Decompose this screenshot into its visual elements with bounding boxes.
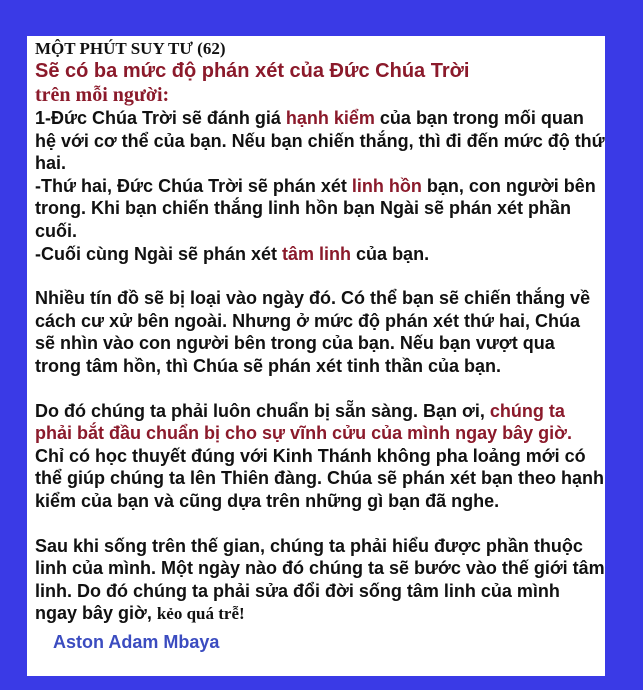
title-line-2: trên mỗi người: — [35, 84, 170, 106]
paragraph-text: của bạn. — [351, 243, 430, 264]
paragraph-text: của bạn trong mối quan hệ với cơ thể của bạn. Nếu bạn chiến thắng, thì đi đến mức độ thứ hai. — [35, 108, 605, 174]
paragraph-text: Do đó chúng ta phải luôn chuẩn bị sẵn sàng. Bạn ơi, — [35, 400, 490, 421]
author-signature: Aston Adam Mbaya — [53, 631, 220, 652]
paragraph-text: Sau khi sống trên thế gian, chúng ta phải hiểu được phần thuộc linh của mình. Một ngày nào đó chúng ta sẽ bước vào thế giới tâm linh. Do đó chúng ta phải sửa đổi đời sống tâm linh của mình ngay bây giờ, — [35, 535, 605, 624]
series-heading: MỘT PHÚT SUY TƯ (62) — [35, 39, 226, 58]
paragraph-believers: Nhiều tín đồ sẽ bị loại vào ngày đó. Có thể bạn sẽ chiến thắng về cách cư xử bên ngoài. Nhưng ở mức độ phán xét thứ hai, Chúa sẽ nhìn vào con người bên trong của bạn. Nếu bạn vượt qua trong tâm hồn, thì Chúa sẽ phán xét tinh thần của bạn. — [35, 288, 591, 376]
paragraph-prepare — [35, 400, 605, 513]
paragraph-text: -Cuối cùng Ngài sẽ phán xét — [35, 243, 283, 264]
highlight-text: hạnh kiểm — [285, 108, 375, 128]
paragraph-text: -Thứ hai, Đức Chúa Trời sẽ phán xét — [35, 175, 352, 196]
paragraph-soul — [35, 175, 605, 243]
paragraph-text: Chỉ có học thuyết đúng với Kinh Thánh không pha loảng mới có thể giúp chúng ta lên Thiên đàng. Chúa sẽ phán xét bạn theo hạnh kiểm của bạn và cũng dựa trên những gì bạn đã nghe. — [35, 445, 605, 511]
closing-text: kẻo quá trễ! — [156, 604, 245, 624]
paragraph-conduct — [35, 107, 605, 175]
paragraph-spirit — [35, 243, 605, 266]
paragraph-text: 1-Đức Chúa Trời sẽ đánh giá — [35, 108, 286, 128]
title-line-1: Sẽ có ba mức độ phán xét của Đức Chúa Trời — [35, 60, 470, 82]
highlight-text: linh hồn — [351, 175, 422, 196]
reflection-card — [27, 36, 605, 676]
body-text — [35, 107, 605, 626]
highlight-text: tâm linh — [282, 243, 352, 264]
highlight-text: chúng ta phải bắt đầu chuẩn bị cho sự vĩnh cửu của mình ngay bây giờ. — [35, 400, 572, 444]
paragraph-spiritual-life — [35, 535, 605, 626]
paragraph-text: bạn, con người bên trong. Khi bạn chiến thắng linh hồn bạn Ngài sẽ phán xét phần cuối. — [35, 175, 596, 241]
